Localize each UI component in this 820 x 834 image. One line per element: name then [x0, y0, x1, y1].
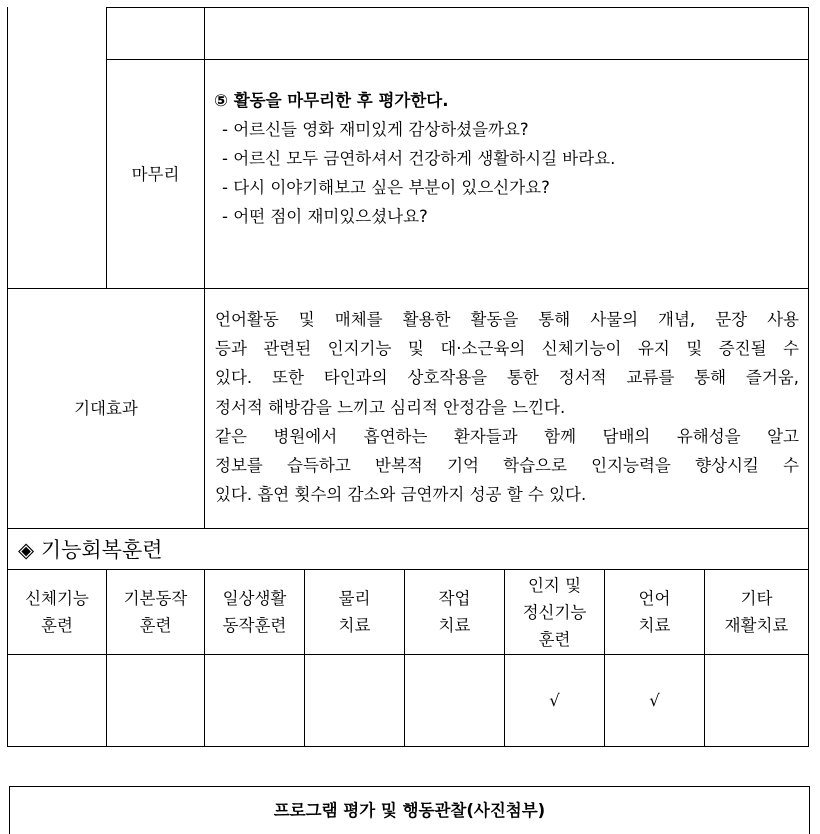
header-line: 훈련 — [139, 616, 172, 635]
header-line: 훈련 — [538, 629, 571, 649]
header-line: 일상생활 — [222, 589, 287, 608]
rule — [809, 786, 810, 834]
training-header — [205, 570, 304, 654]
training-check: √ — [649, 691, 660, 710]
header-line: 작업 — [438, 589, 471, 608]
training-check — [8, 655, 106, 746]
expected-effect-label: 기대효과 — [74, 399, 138, 418]
rule — [7, 746, 809, 747]
effect-line: 있다. 또한 타인과의 상호작용을 통한 정서적 교류를 통해 즐거움, — [215, 368, 799, 388]
header-line: 언어 — [638, 589, 671, 608]
header-line: 동작훈련 — [222, 616, 287, 635]
evaluation-title: 프로그램 평가 및 행동관찰(사진첨부) — [273, 801, 546, 820]
section-title: ◈ 기능회복훈련 — [18, 538, 163, 562]
training-check — [107, 655, 204, 746]
training-header — [305, 570, 404, 654]
closing-item: - 다시 이야기해보고 싶은 부분이 있으신가요? — [222, 178, 550, 197]
closing-label: 마무리 — [131, 164, 180, 184]
closing-item: - 어르신 모두 금연하셔서 건강하게 생활하시길 바라요. — [222, 149, 616, 168]
header-line: 치료 — [338, 616, 371, 635]
training-check: √ — [549, 691, 560, 710]
closing-item: - 어떤 점이 재미있으셨나요? — [222, 207, 428, 226]
training-check — [405, 655, 504, 746]
rule — [106, 59, 809, 60]
header-line: 기타 — [740, 589, 773, 608]
header-line: 인지 및 — [527, 575, 582, 595]
training-header — [107, 570, 204, 654]
training-check — [305, 655, 404, 746]
rule — [808, 7, 809, 747]
training-header — [405, 570, 504, 654]
step-title: ⑤ 활동을 마무리한 후 평가한다. — [214, 91, 449, 110]
header-line: 물리 — [338, 589, 371, 608]
effect-line: 같은 병원에서 흡연하는 환자들과 함께 담배의 유해성을 알고 — [215, 426, 799, 446]
effect-line: 등과 관련된 인지기능 및 대·소근육의 신체기능이 유지 및 증진될 수 — [215, 339, 799, 359]
training-header — [8, 570, 106, 654]
header-line: 치료 — [638, 616, 671, 635]
closing-item: - 어르신들 영화 재미있게 감상하셨을까요? — [222, 120, 529, 139]
header-line: 훈련 — [41, 616, 73, 635]
effect-line: 있다. 흡연 횟수의 감소와 금연까지 성공 할 수 있다. — [215, 485, 587, 505]
rule — [204, 7, 205, 529]
header-line: 신체기능 — [25, 589, 89, 608]
header-line: 치료 — [438, 616, 471, 635]
header-line: 기본동작 — [123, 589, 188, 608]
header-line: 정신기능 — [522, 602, 587, 622]
training-header — [505, 570, 604, 654]
effect-line: 정서적 해방감을 느끼고 심리적 안정감을 느낀다. — [215, 397, 566, 417]
expected-effect-text — [215, 305, 799, 509]
training-header — [705, 570, 808, 654]
effect-line: 언어활동 및 매체를 활용한 활동을 통해 사물의 개념, 문장 사용 — [215, 310, 799, 329]
rule — [7, 528, 809, 529]
training-check — [705, 655, 808, 746]
training-header — [605, 570, 704, 654]
training-check — [205, 655, 304, 746]
rule — [9, 786, 810, 787]
rule — [106, 7, 809, 8]
effect-line: 정보를 습득하고 반복적 기억 학습으로 인지능력을 향상시킬 수 — [215, 456, 799, 476]
header-line: 재활치료 — [724, 616, 789, 635]
